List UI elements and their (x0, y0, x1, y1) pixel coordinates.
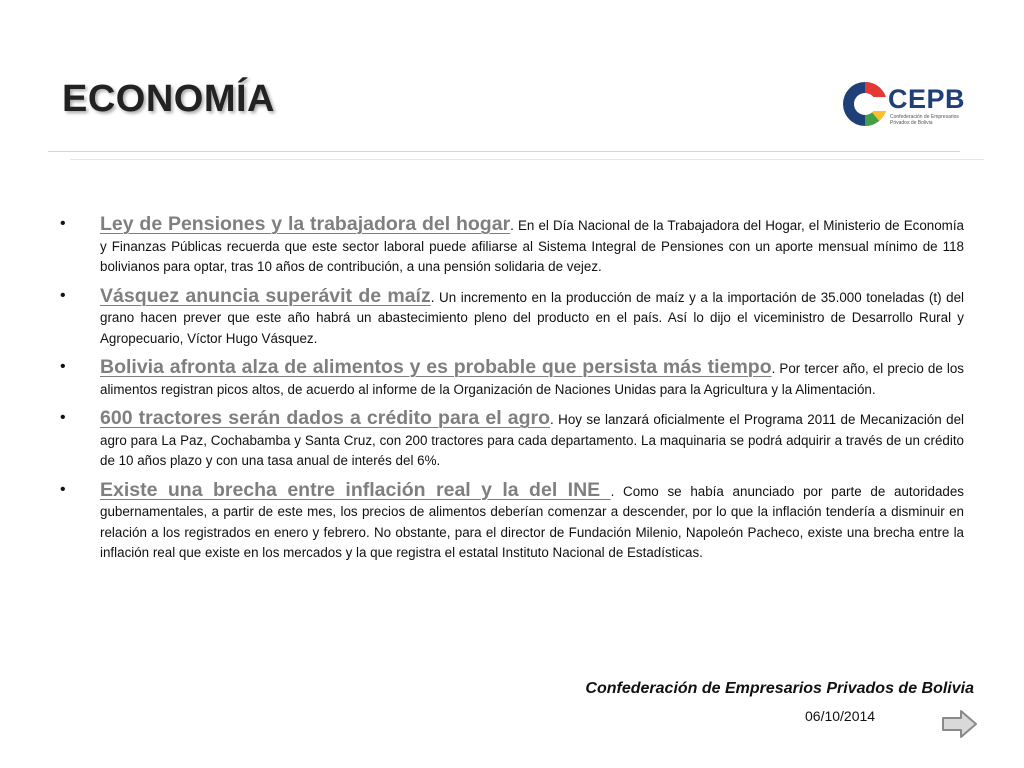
cepb-logo-icon (842, 80, 888, 128)
bullet: • (60, 358, 66, 375)
news-headline-link[interactable]: Bolivia afronta alza de alimentos y es probable que persista más tiempo (100, 356, 772, 378)
news-body: Como se había anunciado por parte de autoridades gubernamentales, a partir de este mes, los precios de alimentos deberían comenzar a descender, por lo que la inflación tendería a disminuir en relación a los registrados en enero y febrero. No obstante, para el director de Fundación Milenio, Napoleón Pacheco, existe una brecha entre la inflación real que existe en los mercados y la que registra el estatal Instituto Nacional de Estadísticas. (100, 483, 964, 560)
headline-period: . (610, 483, 615, 499)
footer-organization: Confederación de Empresarios Privados de Bolivia (585, 680, 974, 697)
footer-date: 06/10/2014 (805, 708, 876, 724)
logo-text: CEPB (888, 84, 966, 114)
news-headline-link[interactable]: Vásquez anuncia superávit de maíz (100, 284, 431, 307)
news-body: Un incremento en la producción de maíz y a la importación de 35.000 toneladas (t) del grano hacen prever que este año habrá un abastecimiento pleno del producto en el país. Así lo dijo el viceministro de Desarrollo Rural y Agropecuario, Víctor Hugo Vásquez. (100, 289, 964, 346)
news-body: Por tercer año, el precio de los alimentos registran picos altos, de acuerdo al informe de la Organización de Naciones Unidas para la Agricultura y la Alimentación. (100, 361, 965, 397)
bullet: • (60, 409, 66, 426)
news-item (60, 408, 964, 472)
headline-period: . (771, 361, 776, 376)
logo-subtitle: Confederación de Empresarios Privados de Bolivia (890, 114, 959, 126)
news-item (60, 214, 964, 278)
headline-period: . (430, 289, 435, 305)
headline-period: . (510, 218, 514, 233)
slide-title: ECONOMÍA (62, 78, 275, 120)
news-headline-link[interactable]: 600 tractores serán dados a crédito para el agro (100, 407, 551, 429)
headline-period: . (550, 412, 554, 427)
news-body: Hoy se lanzará oficialmente el Programa 2011 de Mecanización del agro para La Paz, Cochabamba y Santa Cruz, con 200 tractores para cada departamento. La maquinaria se podrá adquirir a través de un crédito de 10 años plazo y con una tasa anual de interés del 6%. (100, 412, 964, 468)
news-item (60, 286, 964, 350)
bullet: • (60, 215, 66, 232)
news-body: En el Día Nacional de la Trabajadora del Hogar, el Ministerio de Economía y Finanzas Públicas recuerda que este sector laboral puede afiliarse al Sistema Integral de Pensiones con un aporte mensual mínimo de 118 bolivianos para optar, tras 10 años de contribución, a una pensión solidaria de vejez. (100, 218, 964, 274)
bullet: • (60, 286, 66, 304)
bullet: • (60, 480, 66, 498)
news-item (60, 357, 964, 400)
news-headline-link[interactable]: Existe una brecha entre inflación real y la del INE (100, 478, 611, 501)
next-slide-button[interactable] (941, 708, 979, 740)
header-divider-secondary (70, 159, 984, 160)
next-arrow-icon (941, 708, 979, 740)
news-headline-link[interactable]: Ley de Pensiones y la trabajadora del hogar (100, 213, 511, 235)
news-item (60, 480, 964, 564)
cepb-logo (842, 80, 966, 130)
news-list (60, 214, 964, 572)
header-divider (48, 151, 960, 152)
